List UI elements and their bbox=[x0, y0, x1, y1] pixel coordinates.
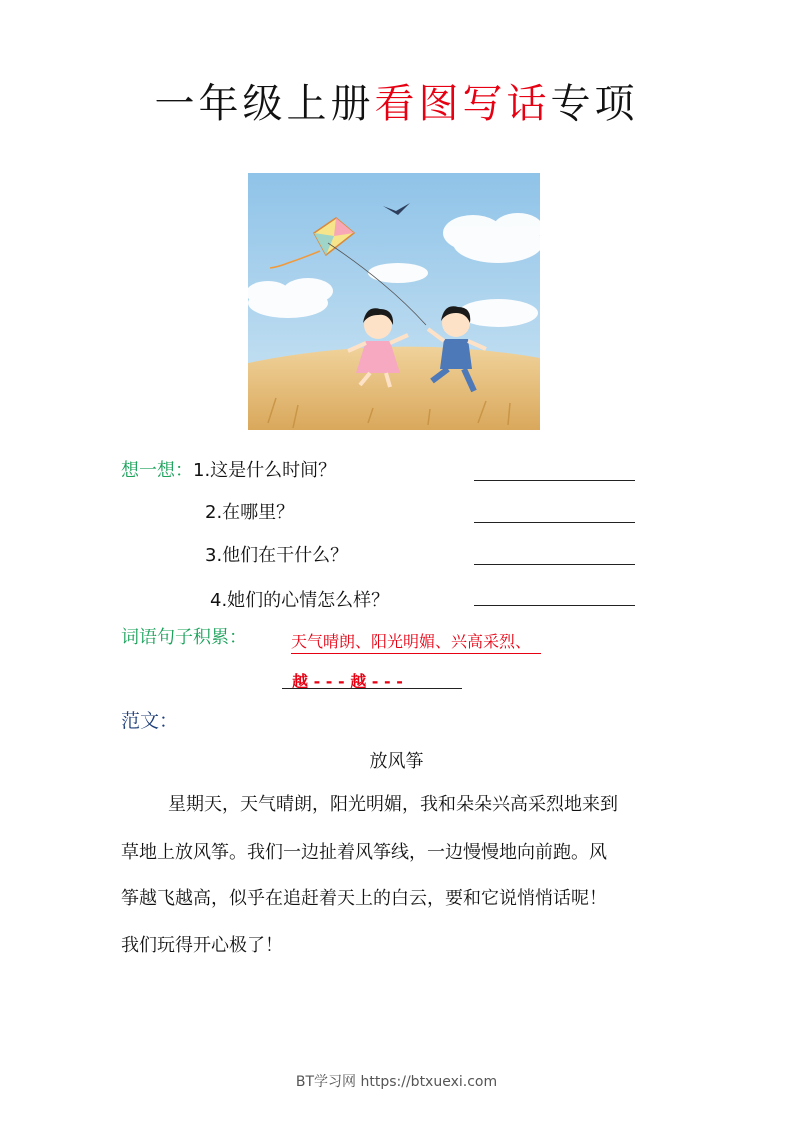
kite-scene-image bbox=[248, 173, 540, 430]
think-label: 想一想： bbox=[121, 460, 193, 481]
answer-line-2 bbox=[474, 522, 635, 523]
vocab-underline bbox=[282, 688, 462, 689]
essay-line-4: 我们玩得开心极了！ bbox=[121, 935, 283, 956]
kite-illustration bbox=[248, 173, 540, 430]
vocab-label: 词语句子积累： bbox=[121, 627, 247, 648]
essay-line-1: 星期天，天气晴朗，阳光明媚，我和朵朵兴高采烈地来到 bbox=[168, 794, 618, 815]
answer-line-4 bbox=[474, 605, 635, 606]
vocab-line-2: 越 - - - 越 - - - bbox=[292, 672, 403, 691]
essay-title: 放风筝 bbox=[369, 751, 424, 772]
essay-line-2: 草地上放风筝。我们一边扯着风筝线，一边慢慢地向前跑。风 bbox=[121, 842, 607, 863]
question-4: 4.她们的心情怎么样？ bbox=[210, 590, 390, 611]
title-part-1: 一年级上册 bbox=[154, 81, 375, 127]
page-title bbox=[0, 80, 793, 128]
vocab-line-1: 天气晴朗、阳光明媚、兴高采烈、 bbox=[291, 629, 541, 654]
essay-label: 范文： bbox=[121, 710, 179, 732]
title-part-2: 看图写话 bbox=[374, 81, 551, 127]
title-part-3: 专项 bbox=[550, 81, 639, 127]
answer-line-3 bbox=[474, 564, 635, 565]
question-2: 2.在哪里？ bbox=[205, 502, 295, 523]
question-3: 3.他们在干什么？ bbox=[205, 545, 349, 566]
footer-source: BT学习网 https://btxuexi.com bbox=[295, 1074, 498, 1090]
question-1: 1.这是什么时间？ bbox=[193, 460, 337, 481]
essay-line-3: 筝越飞越高，似乎在追赶着天上的白云，要和它说悄悄话呢！ bbox=[121, 888, 607, 909]
answer-line-1 bbox=[474, 480, 635, 481]
think-question-1 bbox=[121, 462, 336, 480]
